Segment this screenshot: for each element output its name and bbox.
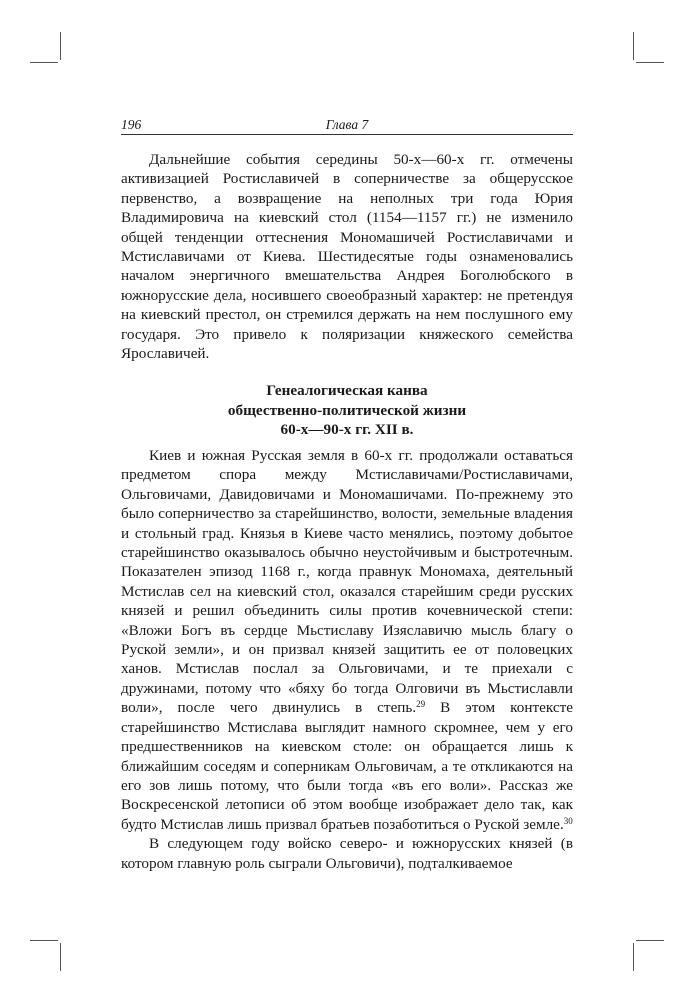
- crop-mark-bottom-left-h: [30, 940, 58, 941]
- footnote-ref-29: 29: [416, 699, 426, 710]
- body-paragraph-1-part-1: Киев и южная Русская земля в 60-х гг. продолжали оставаться предметом спора между Мстиславичами/Ростиславичами, Ольговичами, Давидовичами и Мономашичами. По-прежнему это было соперничество за старейшинство, волости, земельные владения и стольный град. Князья в Киеве часто менялись, поэтому добытое старейшинство оказывалось обычно неустойчивым и быстротечным. Показателен эпизод 1168 г., когда правнук Мономаха, деятельный Мстислав сел на киевский стол, оказался старейшим среди русских князей и решил объединить силы против кочевнической степи: «Вложи Богъ въ сердце Мьстиславу Изяславичю мысль благу о Руской земли», и он призвал князей защитить ее от половецких ханов. Мстислав послал за Ольговичами, и те приехали с дружинами, потому что «бяху бо тогда Олговичи въ Мьстиславли воли», после чего двинулись в степь.: [121, 447, 573, 717]
- section-title-line-1: Генеалогическая канва: [266, 382, 428, 399]
- intro-paragraph: Дальнейшие события середины 50-х—60-х гг. отмечены активизацией Ростиславичей в соперничестве за общерусское первенство, а возвращение на неполных три года Юрия Владимировича на киевский стол (1154—1157 гг.) не изменило общей тенденции оттеснения Мономашичей Ростиславичами и Мстиславичами от Киева. Шестидесятые годы ознаменовались началом энергичного вмешательства Андрея Боголюбского в южнорусские дела, носившего своеобразный характер: не претендуя на киевский престол, он стремился держать на нем послушного ему государя. Это привело к поляризации княжеского семейства Ярославичей.: [121, 151, 573, 363]
- crop-mark-bottom-right: [633, 943, 634, 971]
- section-title-line-3: 60-х—90-х гг. XII в.: [280, 421, 414, 438]
- crop-mark-top-right-h: [636, 62, 664, 63]
- crop-mark-top-left: [60, 32, 61, 60]
- crop-mark-top-right: [633, 32, 634, 60]
- crop-mark-bottom-right-h: [636, 940, 664, 941]
- header-rule: [121, 134, 573, 135]
- page-number: 196: [121, 117, 142, 132]
- body-text-block: [121, 446, 573, 873]
- section-title: [121, 381, 573, 440]
- intro-text-block: [121, 150, 573, 363]
- running-head: [121, 116, 573, 134]
- body-paragraph-1-part-2: В этом контексте старейшинство Мстислава выглядит намного скромнее, чем у его предшественников на киевском столе: он обращается лишь к ближайшим соседям и соперникам Ольговичам, а те откликаются на его зов лишь потому, что были тогда «въ его воли». Рассказ же Воскресенской летописи об этом вообще изображает дело так, как будто Мстислав лишь призвал братьев позаботиться о Руской земле.: [121, 699, 573, 833]
- body-paragraph-1: [121, 446, 573, 834]
- crop-mark-bottom-left: [60, 943, 61, 971]
- section-title-line-2: общественно-политической жизни: [227, 401, 467, 419]
- chapter-title: Глава 7: [325, 117, 369, 132]
- body-paragraph-2: В следующем году войско северо- и южнорусских князей (в котором главную роль сыграли Ольговичи), подталкиваемое: [121, 835, 573, 872]
- crop-mark-top-left-h: [30, 62, 58, 63]
- footnote-ref-30: 30: [563, 815, 573, 826]
